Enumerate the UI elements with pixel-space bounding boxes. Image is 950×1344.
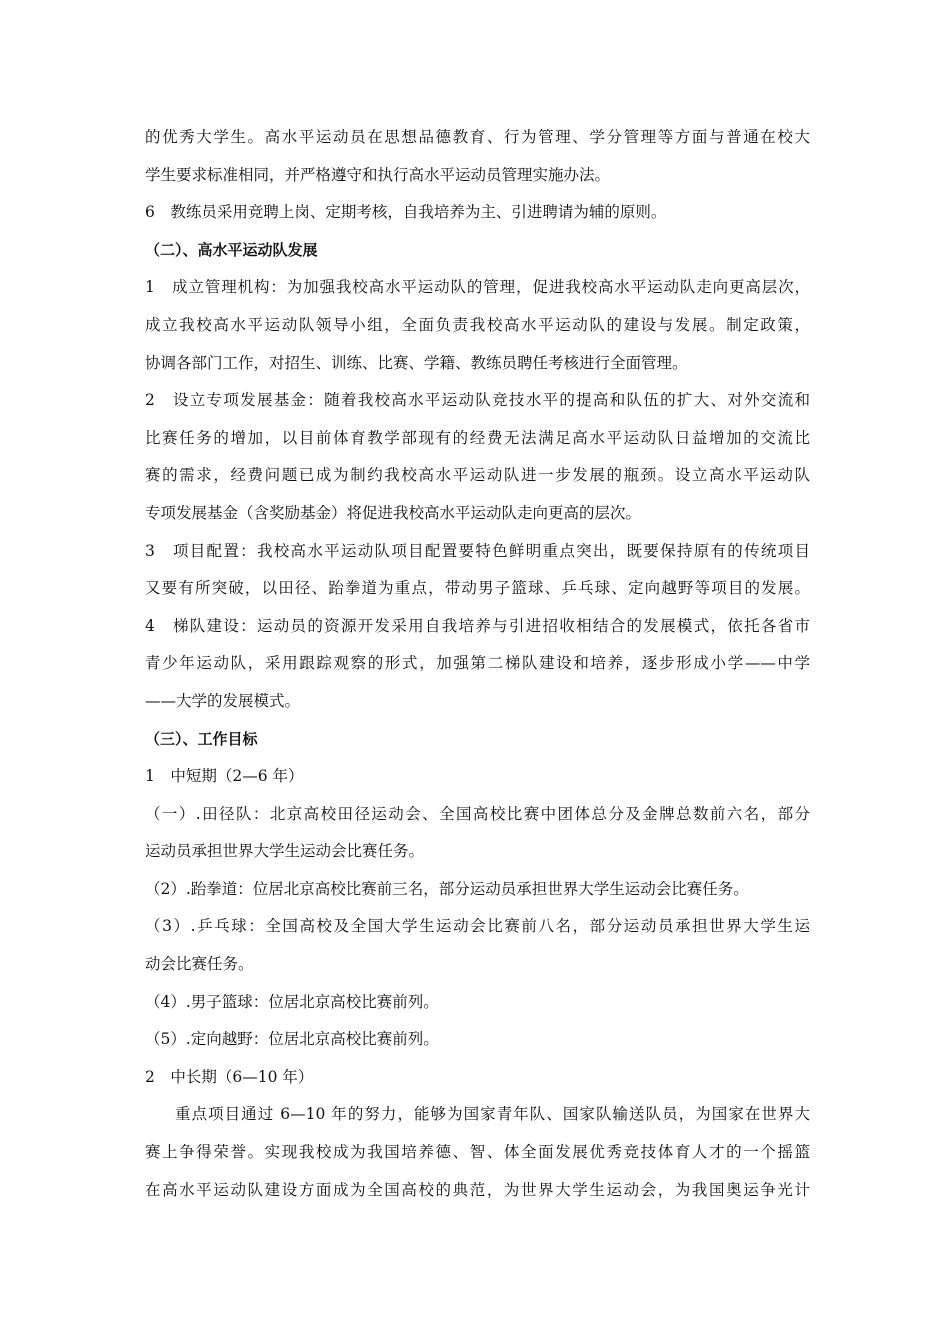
list-item-1: 1 成立管理机构：为加强我校高水平运动队的管理，促进我校高水平运动队走向更高层次， [145, 278, 810, 297]
subheading-short-term: 1 中短期（2—6 年） [145, 767, 304, 786]
paragraph-line: 运动员承担世界大学生运动会比赛任务。 [145, 842, 425, 861]
list-item-6: 6 教练员采用竞聘上岗、定期考核，自我培养为主、引进聘请为辅的原则。 [145, 203, 667, 222]
paragraph-line: 动会比赛任务。 [145, 955, 254, 974]
goal-item-table-tennis: （3）.乒乓球：全国高校及全国大学生运动会比赛前八名，部分运动员承担世界大学生运 [145, 917, 810, 936]
paragraph-line: 比赛任务的增加，以目前体育教学部现有的经费无法满足高水平运动队日益增加的交流比 [145, 428, 810, 447]
paragraph-line: 成立我校高水平运动队领导小组，全面负责我校高水平运动队的建设与发展。制定政策， [145, 315, 810, 334]
paragraph-line: ——大学的发展模式。 [145, 691, 301, 710]
paragraph-line: 赛上争得荣誉。实现我校成为我国培养德、智、体全面发展优秀竞技体育人才的一个摇篮 [145, 1143, 810, 1162]
subheading-long-term: 2 中长期（6—10 年） [145, 1067, 314, 1086]
list-item-2: 2 设立专项发展基金：随着我校高水平运动队竞技水平的提高和队伍的扩大、对外交流和 [145, 391, 810, 410]
paragraph-line: 的优秀大学生。高水平运动员在思想品德教育、行为管理、学分管理等方面与普通在校大 [145, 128, 810, 146]
paragraph-line: 协调各部门工作，对招生、训练、比赛、学籍、教练员聘任考核进行全面管理。 [145, 353, 688, 372]
paragraph-line: 在高水平运动队建设方面成为全国高校的典范，为世界大学生运动会，为我国奥运争光计 [145, 1180, 810, 1199]
goal-item-track: （一）.田径队：北京高校田径运动会、全国高校比赛中团体总分及金牌总数前六名，部分 [145, 804, 810, 823]
paragraph-line: 重点项目通过 6—10 年的努力，能够为国家青年队、国家队输送队员，为国家在世界大 [175, 1105, 810, 1124]
list-item-3: 3 项目配置：我校高水平运动队项目配置要特色鲜明重点突出，既要保持原有的传统项目 [145, 541, 810, 560]
paragraph-line: 又要有所突破，以田径、跆拳道为重点，带动男子篮球、乒乓球、定向越野等项目的发展。 [145, 579, 810, 598]
section-heading-2: （二）、高水平运动队发展 [145, 240, 318, 259]
section-heading-3: （三）、工作目标 [145, 729, 258, 748]
list-item-4: 4 梯队建设：运动员的资源开发采用自我培养与引进招收相结合的发展模式，依托各省市 [145, 616, 810, 635]
paragraph-line: 专项发展基金（含奖励基金）将促进我校高水平运动队走向更高的层次。 [145, 503, 642, 522]
paragraph-line: 学生要求标准相同，并严格遵守和执行高水平运动员管理实施办法。 [145, 165, 611, 184]
goal-item-taekwondo: （2）.跆拳道：位居北京高校比赛前三名，部分运动员承担世界大学生运动会比赛任务。 [145, 879, 749, 898]
goal-item-orienteering: （5）.定向越野：位居北京高校比赛前列。 [145, 1030, 439, 1049]
goal-item-basketball: （4）.男子篮球：位居北京高校比赛前列。 [145, 992, 439, 1011]
document-body [145, 119, 810, 1209]
paragraph-line: 青少年运动队，采用跟踪观察的形式，加强第二梯队建设和培养，逐步形成小学——中学 [145, 654, 810, 673]
paragraph-line: 赛的需求，经费问题已成为制约我校高水平运动队进一步发展的瓶颈。设立高水平运动队 [145, 466, 810, 485]
